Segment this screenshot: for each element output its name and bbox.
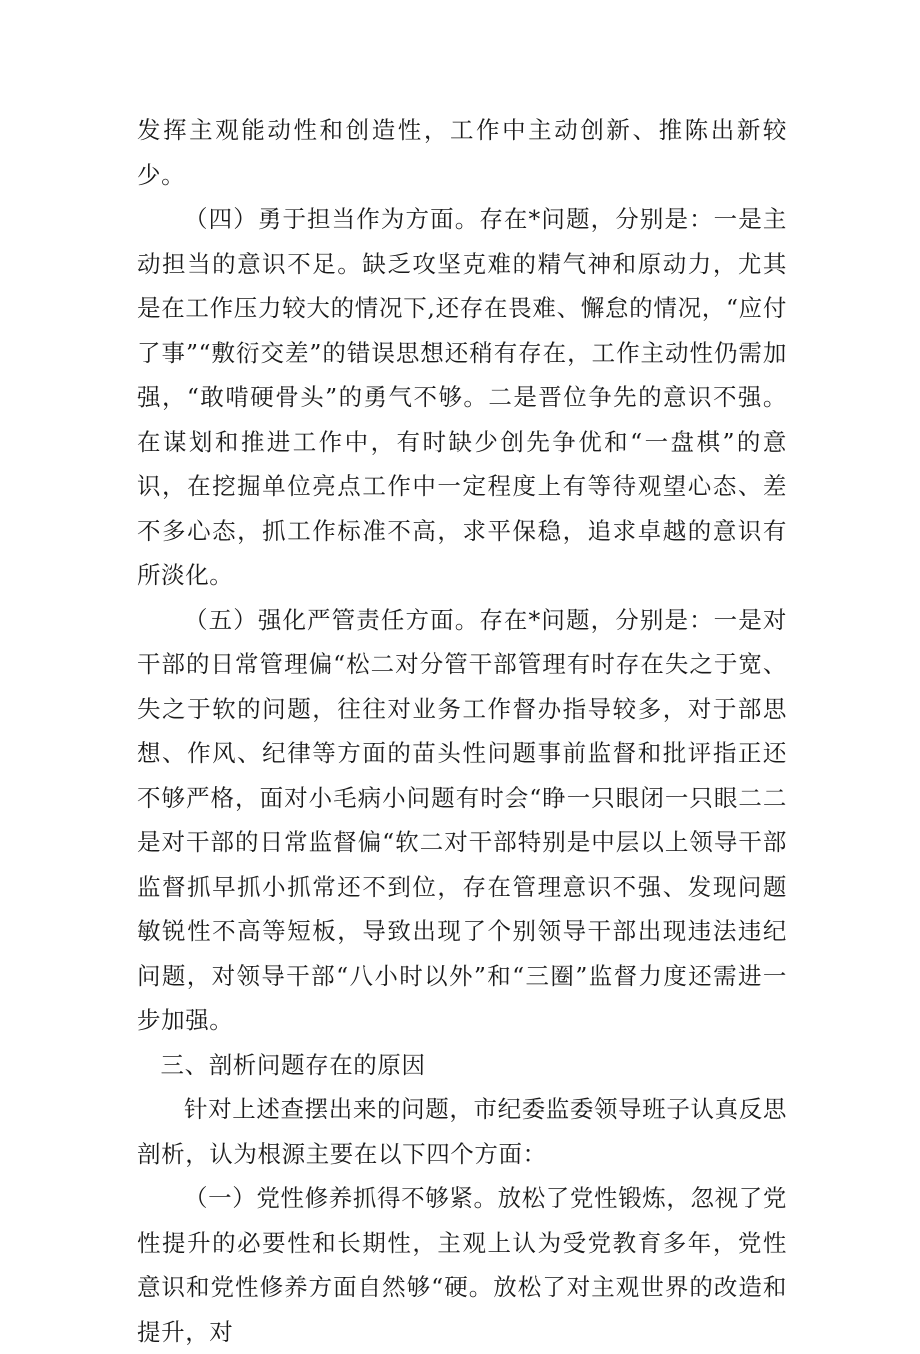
paragraph-continuation: 发挥主观能动性和创造性，工作中主动创新、推陈出新较少。 <box>137 116 787 189</box>
paragraph-section-five: （五）强化严管责任方面。存在*问题，分别是：一是对干部的日常管理偏“松二对分管干部管理有时存在失之于宽、失之于软的问题，往往对业务工作督办指导较多，对于部思想、作风、纪律等方面的苗头性问题事前监督和批评指正还不够严格，面对小毛病小问题有时会“睁一只眼闭一只眼二二是对干部的日常监督偏“软二对干部特别是中层以上领导干部监督抓早抓小抓常还不到位，存在管理意识不强、发现问题敏锐性不高等短板，导致出现了个别领导干部出现违法违纪问题，对领导干部“八小时以外”和“三圈”监督力度还需进一步加强。 <box>137 605 787 1034</box>
paragraph-analysis-intro: 针对上述查摆出来的问题，市纪委监委领导班子认真反思剖析，认为根源主要在以下四个方面： <box>137 1095 787 1168</box>
paragraph-section-four: （四）勇于担当作为方面。存在*问题，分别是：一是主动担当的意识不足。缺乏攻坚克难的精气神和原动力，尤其是在工作压力较大的情况下,还存在畏难、懈怠的情况，“应付了事”“敷衍交差”的错误思想还稍有存在，工作主动性仍需加强，“敢啃硬骨头”的勇气不够。二是晋位争先的意识不强。在谋划和推进工作中，有时缺少创先争优和“一盘棋”的意识，在挖掘单位亮点工作中一定程度上有等待观望心态、差不多心态，抓工作标准不高，求平保稳，追求卓越的意识有所淡化。 <box>137 205 787 589</box>
section-heading-three: 三、剖析问题存在的原因 <box>160 1050 426 1079</box>
paragraph-reason-one: （一）党性修养抓得不够紧。放松了党性锻炼，忽视了党性提升的必要性和长期性，主观上认为受党教育多年，党性意识和党性修养方面自然够“硬。放松了对主观世界的改造和提升，对 <box>137 1184 787 1346</box>
document-body <box>137 108 787 1354</box>
